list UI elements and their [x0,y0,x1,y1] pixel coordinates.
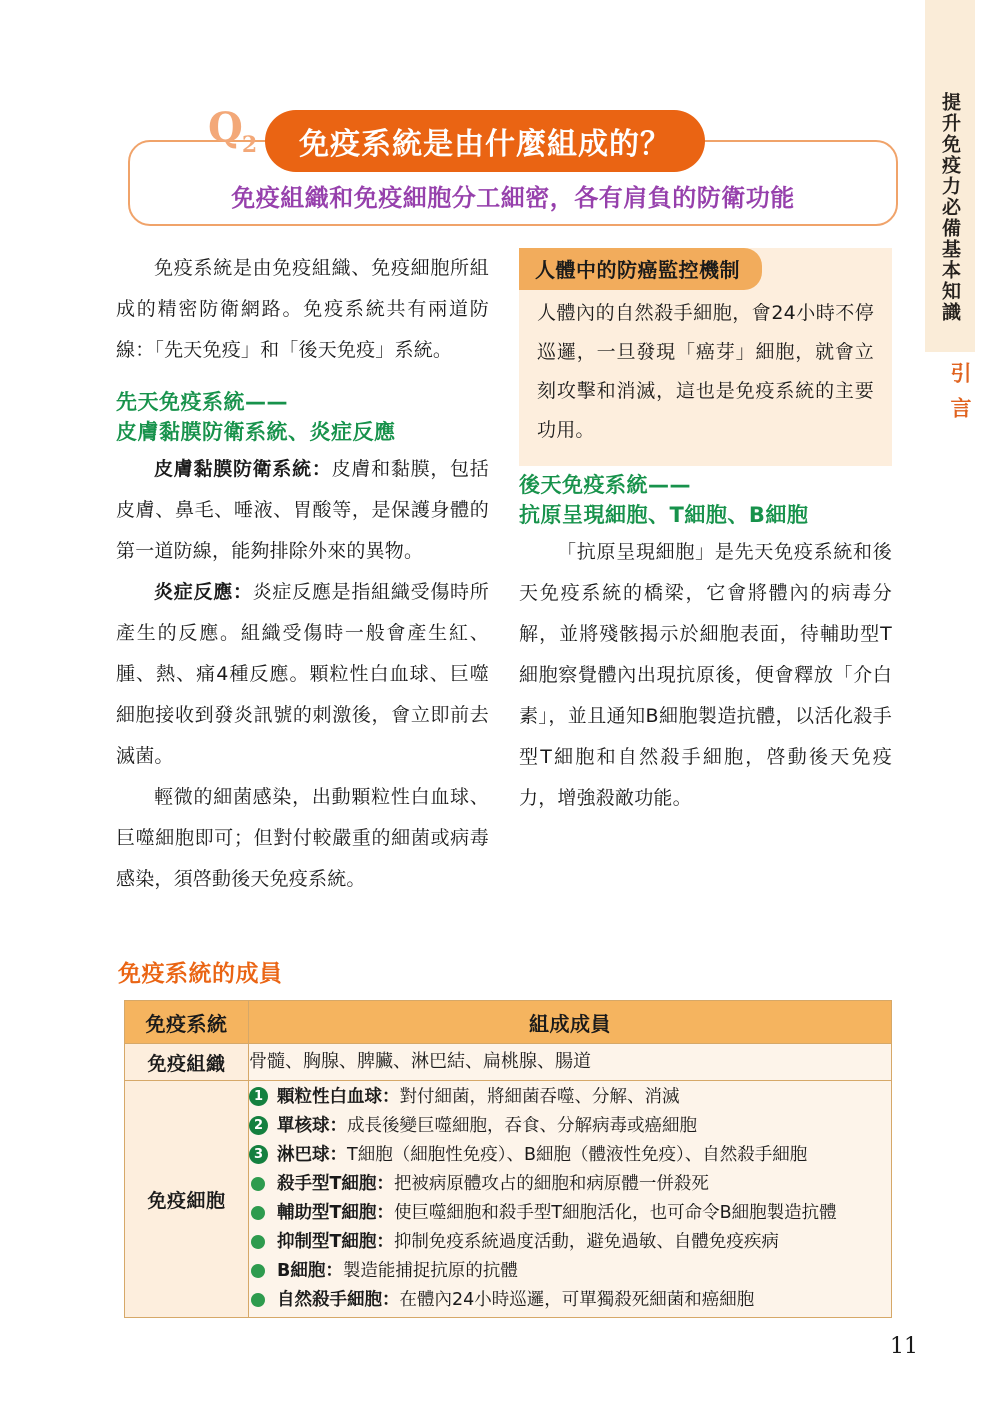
list-item-rest: 在體內24小時巡邏，可單獨殺死細菌和癌細胞 [399,1290,755,1310]
immune-cell-list [249,1083,891,1315]
skin-mucosa-lead: 皮膚黏膜防衛系統： [154,458,332,480]
sidebar-tab-label: 提升免疫力必備基本知識 [939,92,961,323]
skin-mucosa-rest: 皮膚和黏膜，包括皮膚、鼻毛、唾液、胃酸等，是保護身體的第一道防線，能夠排除外來的異物。 [116,458,489,562]
row-category-tissues: 免疫組織 [125,1044,249,1081]
immune-system-members-table [124,1000,892,1318]
page-subtitle: 免疫組織和免疫細胞分工細密，各有肩負的防衛功能 [231,184,795,212]
numbered-marker-icon: 2 [249,1116,268,1135]
list-item-rest: 對付細菌，將細菌吞噬、分解、消滅 [399,1087,680,1107]
list-item-lead: B細胞： [277,1261,343,1281]
adaptive-immunity-heading-line2: 抗原呈現細胞、T細胞、B細胞 [519,503,809,527]
intro-paragraph: 免疫系統是由免疫組織、免疫細胞所組成的精密防衛網路。免疫系統共有兩道防線：「先天免疫」和「後天免疫」系統。 [116,257,489,361]
list-item-rest: 抑制免疫系統過度活動，避免過敏、自體免疫疾病 [393,1232,779,1252]
page-number: 11 [890,1334,918,1359]
bullet-dot-icon [251,1264,265,1278]
list-item-lead: 自然殺手細胞： [277,1290,400,1310]
list-item [249,1141,891,1170]
list-item-lead: 殺手型T細胞： [277,1174,394,1194]
inflammation-paragraph [116,572,489,777]
numbered-marker-icon: 1 [249,1087,268,1106]
info-box-title: 人體中的防癌監控機制 [519,248,762,290]
bullet-dot-icon [251,1235,265,1249]
list-item-lead: 抑制型T細胞： [277,1232,394,1252]
table-row [125,1044,892,1081]
list-item-lead: 顆粒性白血球： [277,1087,400,1107]
table-header-category: 免疫系統 [125,1001,249,1044]
question-number-subscript: 2 [241,132,257,158]
list-item-rest: 使巨噬細胞和殺手型T細胞活化，也可命令B細胞製造抗體 [393,1203,837,1223]
cancer-surveillance-info-box [519,248,892,466]
list-item [249,1228,891,1257]
table-row [125,1081,892,1318]
innate-immunity-heading-line2: 皮膚黏膜防衛系統、炎症反應 [116,420,396,444]
list-item [249,1170,891,1199]
sidebar-tab-background [925,0,975,352]
bullet-dot-icon [251,1177,265,1191]
list-item [249,1199,891,1228]
row-category-cells: 免疫細胞 [125,1081,249,1318]
right-text-column [519,470,892,819]
row-value-tissues: 骨髓、胸腺、脾臟、淋巴結、扁桃腺、腸道 [249,1044,892,1081]
innate-immunity-heading-line1: 先天免疫系統—— [116,390,288,414]
left-text-column [116,248,489,900]
question-number-letter: Q [208,104,242,151]
antigen-presenting-paragraph: 「抗原呈現細胞」是先天免疫系統和後天免疫系統的橋梁，它會將體內的病毒分解，並將殘骸揭示於細胞表面，待輔助型T細胞察覺體內出現抗原後，便會釋放「介白素」，並且通知B細胞製造抗體，以活化殺手型T細胞和自然殺手細胞，啓動後天免疫力，增強殺敵功能。 [519,541,892,809]
list-item-rest: T細胞（細胞性免疫）、B細胞（體液性免疫）、自然殺手細胞 [347,1145,808,1165]
question-title-pill [265,110,705,172]
page-title: 免疫系統是由什麼組成的？ [299,127,671,162]
list-item-lead: 淋巴球： [277,1145,347,1165]
inflammation-rest: 炎症反應是指組織受傷時所產生的反應。組織受傷時一般會產生紅、腫、熱、痛4種反應。顆粒性白血球、巨噬細胞接收到發炎訊號的刺激後，會立即前去滅菌。 [116,581,489,767]
list-item [249,1083,891,1112]
list-item-lead: 單核球： [277,1116,347,1136]
list-item-rest: 製造能捕捉抗原的抗體 [342,1261,518,1281]
list-item [249,1286,891,1315]
question-number-badge [208,104,257,158]
sidebar-section-label: 引言 [948,362,972,432]
table-header-row [125,1001,892,1044]
numbered-marker-icon: 3 [249,1145,268,1164]
list-item-rest: 把被病原體攻占的細胞和病原體一併殺死 [393,1174,709,1194]
list-item-lead: 輔助型T細胞： [277,1203,394,1223]
table-title: 免疫系統的成員 [118,961,283,987]
info-box-body: 人體內的自然殺手細胞，會24小時不停巡邏，一旦發現「癌芽」細胞，就會立刻攻擊和消滅，這也是免疫系統的主要功用。 [537,302,874,441]
bullet-dot-icon [251,1293,265,1307]
list-item [249,1257,891,1286]
adaptive-immunity-heading-line1: 後天免疫系統—— [519,473,691,497]
row-value-cells [249,1081,892,1318]
list-item-rest: 成長後變巨噬細胞，吞食、分解病毒或癌細胞 [347,1116,697,1136]
mild-infection-paragraph: 輕微的細菌感染，出動顆粒性白血球、巨噬細胞即可；但對付較嚴重的細菌或病毒感染，須啓動後天免疫系統。 [116,786,489,890]
adaptive-immunity-heading [519,470,892,530]
bullet-dot-icon [251,1206,265,1220]
table-header-members: 組成成員 [249,1001,892,1044]
list-item [249,1112,891,1141]
inflammation-lead: 炎症反應： [154,581,253,603]
innate-immunity-heading [116,387,489,447]
skin-mucosa-paragraph [116,449,489,572]
